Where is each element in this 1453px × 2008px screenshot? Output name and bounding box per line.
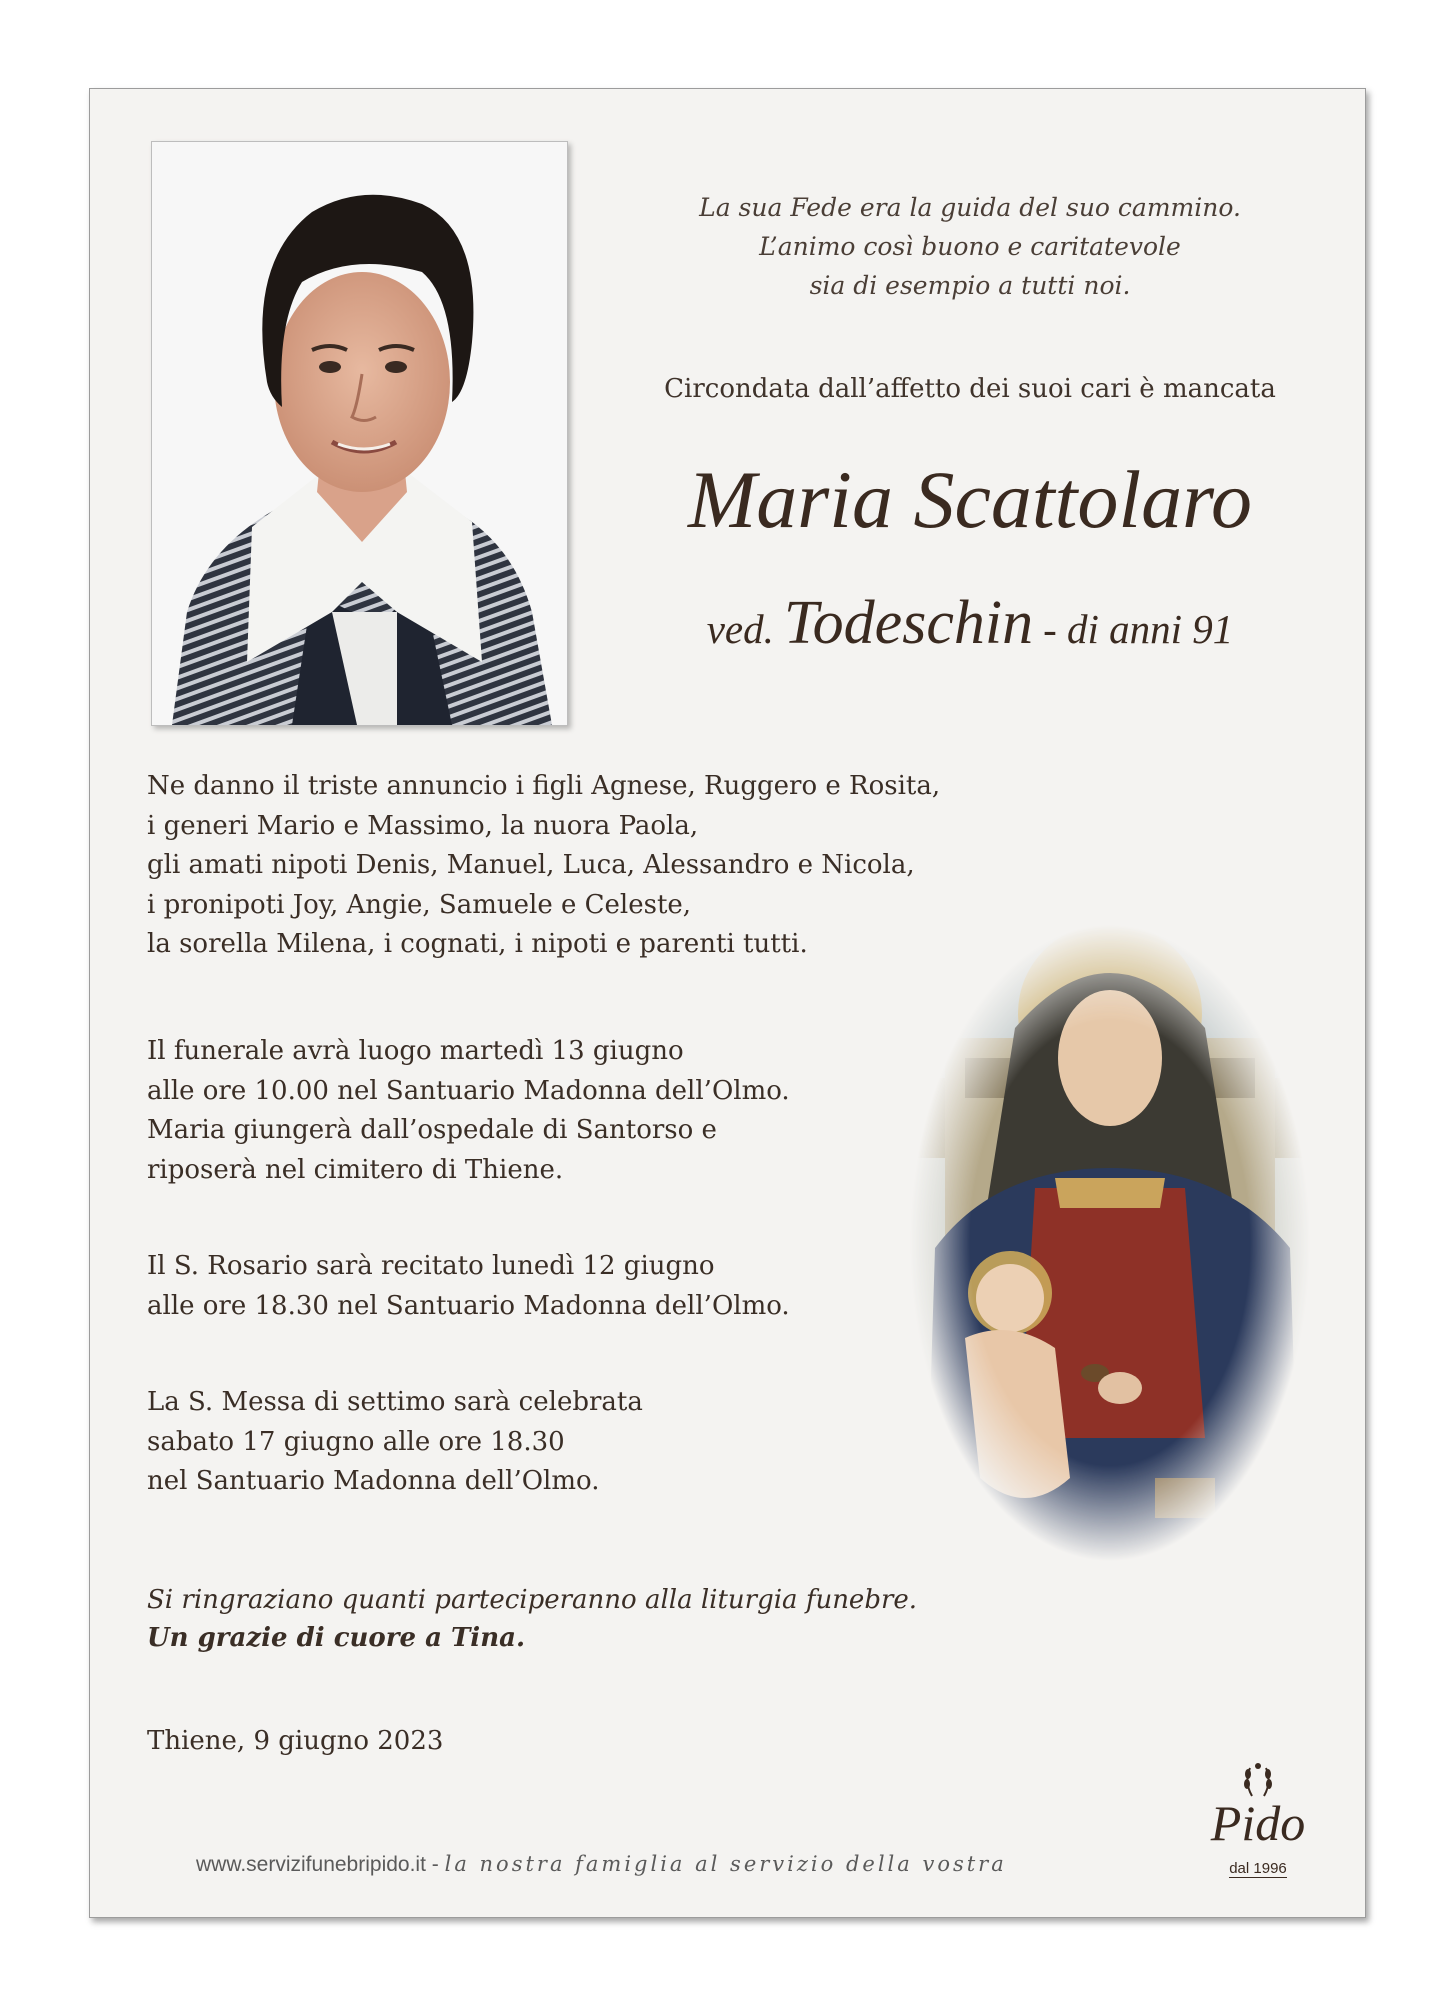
announcement-paragraph: [147, 767, 940, 965]
rosary-line: alle ore 18.30 nel Santuario Madonna dell’Olmo.: [147, 1290, 790, 1321]
portrait-photo: [151, 141, 568, 726]
funeral-line: Il funerale avrà luogo martedì 13 giugno: [147, 1036, 684, 1066]
quote-line: sia di esempio a tutti noi.: [809, 271, 1131, 300]
widow-prefix: ved.: [706, 606, 774, 652]
quote-line: La sua Fede era la guida del suo cammino.: [699, 193, 1241, 222]
announcement-line: i generi Mario e Massimo, la nuora Paola,: [147, 810, 699, 841]
rosary-paragraph: [147, 1247, 790, 1326]
thanks-line: Si ringraziano quanti parteciperanno alla liturgia funebre.: [147, 1585, 918, 1615]
logo-brand: Pido: [1210, 1795, 1306, 1851]
announcement-line: gli amati nipoti Denis, Manuel, Luca, Alessandro e Nicola,: [147, 850, 915, 880]
logo-since-text: dal 1996: [1229, 1860, 1287, 1877]
funeral-line: riposerà nel cimitero di Thiene.: [147, 1154, 564, 1185]
funeral-paragraph: [147, 1032, 790, 1190]
rosary-line: Il S. Rosario sarà recitato lunedì 12 giugno: [147, 1251, 715, 1281]
mass-line: La S. Messa di settimo sarà celebrata: [147, 1387, 643, 1417]
pido-logo: [1188, 1760, 1328, 1888]
announcement-line: la sorella Milena, i cognati, i nipoti e parenti tutti.: [147, 929, 808, 959]
closing-thanks: [147, 1581, 917, 1657]
intro-line: Circondata dall’affetto dei suoi cari è mancata: [664, 374, 1276, 404]
footer-separator: -: [425, 1853, 445, 1876]
place-date: Thiene, 9 giugno 2023: [147, 1726, 444, 1756]
married-name: Todeschin: [783, 589, 1034, 657]
footer-slogan: la nostra famiglia al servizio della vostra: [444, 1852, 1007, 1876]
footer: [196, 1852, 1007, 1877]
funeral-line: Maria giungerà dall’ospedale di Santorso e: [147, 1115, 717, 1145]
special-thanks-line: Un grazie di cuore a Tina.: [147, 1623, 525, 1653]
announcement-line: i pronipoti Joy, Angie, Samuele e Celeste,: [147, 889, 692, 920]
funeral-line: alle ore 10.00 nel Santuario Madonna dell’Olmo.: [147, 1075, 790, 1106]
faith-quote: [640, 188, 1300, 305]
madonna-and-child-image: [905, 918, 1315, 1568]
website-link[interactable]: www.servizifunebripido.it: [196, 1853, 426, 1876]
mass-line: nel Santuario Madonna dell’Olmo.: [147, 1466, 600, 1496]
deceased-name: Maria Scattolaro: [687, 454, 1253, 545]
announcement-line: Ne danno il triste annuncio i figli Agnese, Ruggero e Rosita,: [147, 771, 941, 801]
mass-paragraph: [147, 1383, 643, 1502]
quote-line: L’animo così buono e caritatevole: [759, 232, 1181, 261]
age: - di anni 91: [1043, 606, 1234, 652]
mass-line: sabato 17 giugno alle ore 18.30: [147, 1426, 565, 1457]
logo-since: [1188, 1860, 1328, 1877]
widow-line: [590, 588, 1350, 659]
